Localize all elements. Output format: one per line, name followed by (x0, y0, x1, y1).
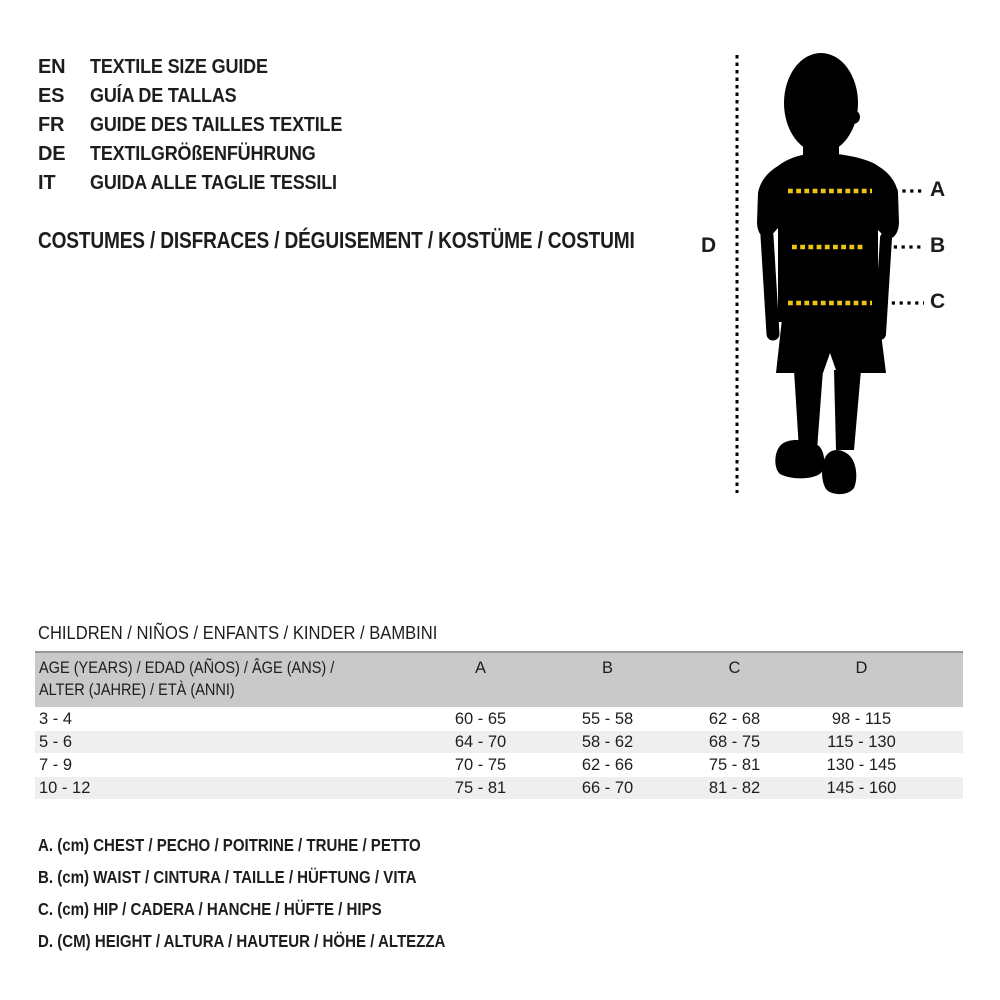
measurement-legend (38, 829, 512, 957)
table-row (35, 777, 963, 799)
language-row-de (38, 140, 370, 169)
language-row-es (38, 82, 370, 111)
table-row (35, 731, 963, 753)
table-header-row (35, 651, 963, 707)
child-silhouette (757, 53, 899, 494)
guide-title-fr: GUIDE DES TAILLES TEXTILE (90, 114, 343, 136)
column-header-a: A (474, 659, 486, 677)
height-cell: 98 - 115 (831, 709, 892, 728)
language-row-fr (38, 111, 370, 140)
column-header-b: B (601, 659, 613, 677)
hip-cell: 62 - 68 (708, 709, 761, 728)
height-cell: 115 - 130 (827, 732, 896, 751)
hip-label-c: C (930, 290, 946, 313)
waist-cell: 55 - 58 (581, 709, 634, 728)
language-list (38, 53, 370, 198)
waist-cell: 62 - 66 (581, 755, 634, 774)
guide-title-es: GUÍA DE TALLAS (90, 85, 237, 107)
column-header-c: C (728, 659, 741, 677)
language-code: FR (38, 114, 65, 136)
guide-title-it: GUIDA ALLE TAGLIE TESSILI (90, 172, 337, 194)
chest-cell: 60 - 65 (454, 709, 507, 728)
age-column-header (35, 657, 417, 701)
age-header-line2: ALTER (JAHRE) / ETÀ (ANNI) (39, 681, 235, 699)
height-label-d: D (701, 234, 717, 257)
hip-cell: 81 - 82 (708, 778, 761, 797)
legend-item-height: D. (CM) HEIGHT / ALTURA / HAUTEUR / HÖHE / ALTEZZA (38, 930, 446, 951)
chest-label-a: A (930, 178, 946, 201)
waist-cell: 58 - 62 (581, 732, 634, 751)
age-cell: 7 - 9 (39, 755, 73, 774)
height-cell: 130 - 145 (826, 755, 897, 774)
column-header-d: D (855, 659, 868, 677)
guide-title-de: TEXTILGRÖßENFÜHRUNG (90, 143, 316, 165)
legend-item-chest: A. (cm) CHEST / PECHO / POITRINE / TRUHE / PETTO (38, 834, 421, 855)
waist-label-b: B (930, 234, 946, 257)
hip-cell: 68 - 75 (708, 732, 761, 751)
language-row-en (38, 53, 370, 82)
child-silhouette-figure (700, 40, 1000, 510)
language-code: ES (38, 85, 65, 107)
children-section-title: CHILDREN / NIÑOS / ENFANTS / KINDER / BAMBINI (38, 623, 438, 643)
language-code: EN (38, 56, 66, 78)
height-cell: 145 - 160 (826, 778, 897, 797)
legend-item-waist: B. (cm) WAIST / CINTURA / TAILLE / HÜFTUNG / VITA (38, 866, 417, 887)
chest-cell: 64 - 70 (454, 732, 507, 751)
guide-title-en: TEXTILE SIZE GUIDE (90, 56, 268, 78)
size-table (35, 651, 963, 799)
category-title: COSTUMES / DISFRACES / DÉGUISEMENT / KOSTÜME / COSTUMI (38, 227, 635, 253)
age-cell: 5 - 6 (39, 732, 73, 751)
waist-cell: 66 - 70 (581, 778, 634, 797)
language-row-it (38, 169, 370, 198)
hip-cell: 75 - 81 (708, 755, 761, 774)
language-code: IT (38, 172, 56, 194)
language-code: DE (38, 143, 66, 165)
table-row (35, 708, 963, 730)
age-header-line1: AGE (YEARS) / EDAD (AÑOS) / ÂGE (ANS) / (39, 659, 335, 677)
chest-cell: 75 - 81 (454, 778, 507, 797)
age-cell: 3 - 4 (39, 709, 73, 728)
legend-item-hip: C. (cm) HIP / CADERA / HANCHE / HÜFTE / HIPS (38, 898, 382, 919)
table-row (35, 754, 963, 776)
age-cell: 10 - 12 (39, 778, 91, 797)
chest-cell: 70 - 75 (454, 755, 507, 774)
